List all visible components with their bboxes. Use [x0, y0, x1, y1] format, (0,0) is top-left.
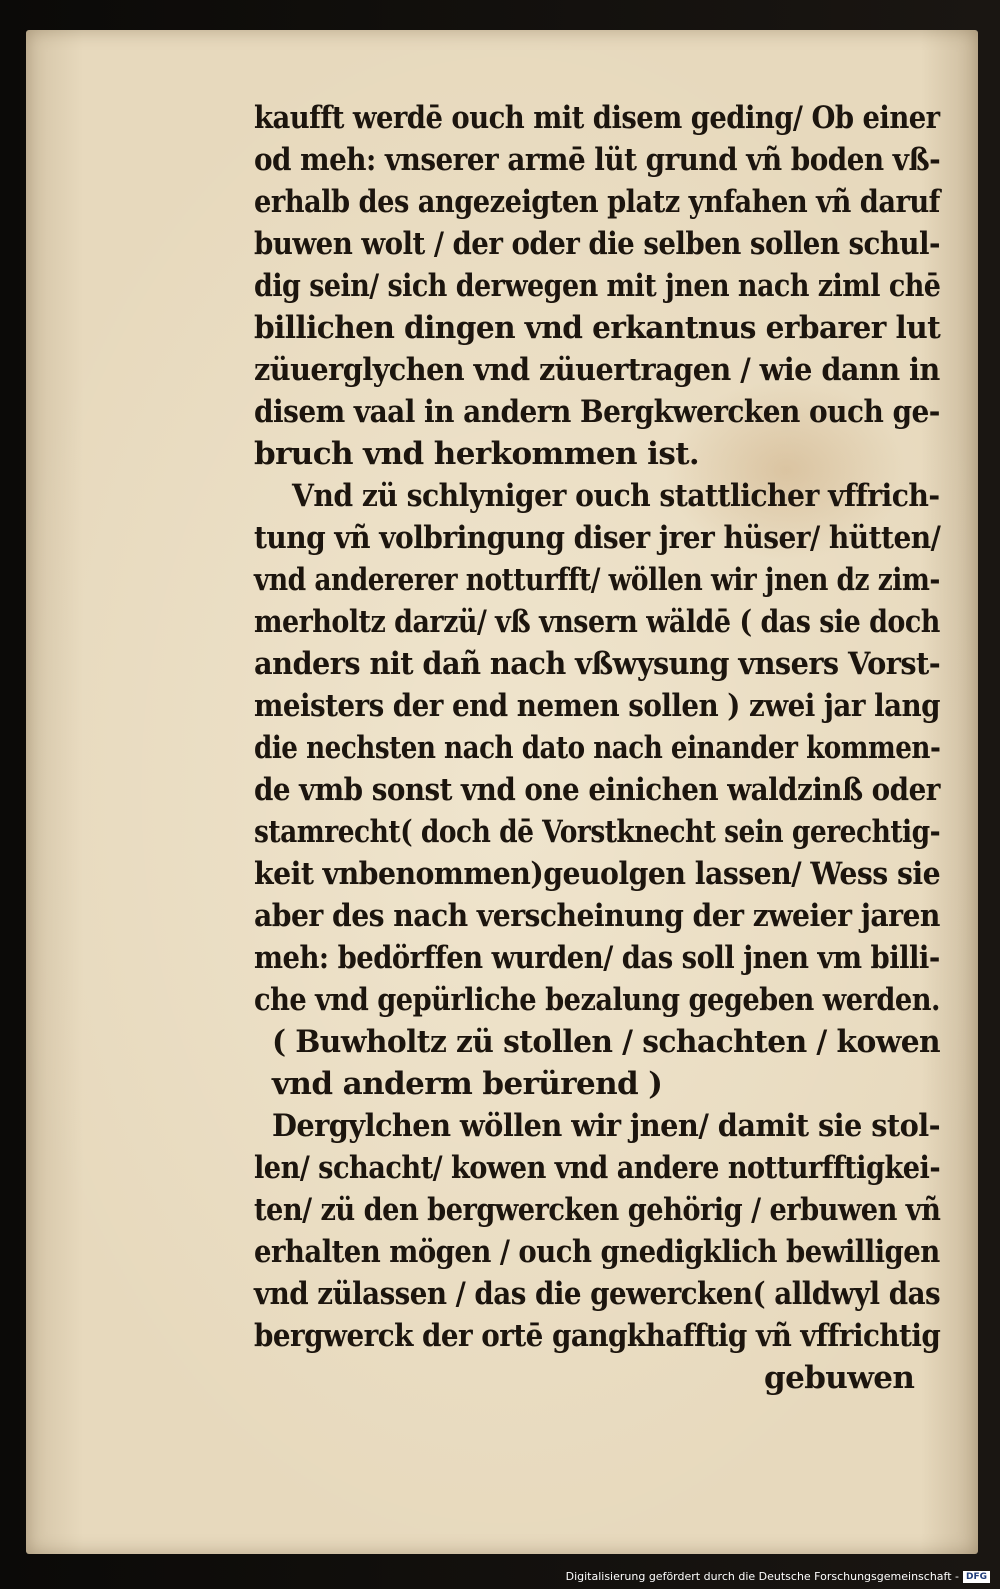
section-heading-line: ( Buwholtz zü stollen / schachten / kowen: [272, 1024, 941, 1060]
text-line: buwen wolt / der oder die selben sollen schul-: [254, 226, 940, 262]
book-page: [26, 30, 978, 1554]
catchword: gebuwen: [764, 1360, 915, 1396]
text-line: che vnd gepürliche bezalung gegeben werden.: [254, 982, 941, 1018]
footer-credit: [566, 1570, 990, 1583]
text-line: vnd zülassen / das die gewercken( alldwyl das: [254, 1276, 941, 1312]
text-line: meh: bedörffen wurden/ das soll jnen vm billi-: [254, 940, 940, 976]
text-line: bruch vnd herkommen ist.: [254, 436, 700, 472]
text-line: od meh: vnserer armē lüt grund vñ boden vß-: [254, 142, 941, 178]
text-line: dig sein/ sich derwegen mit jnen nach ziml chē: [254, 268, 941, 304]
dfg-logo: DFG: [963, 1571, 990, 1583]
text-line: len/ schacht/ kowen vnd andere notturfftigkei-: [254, 1150, 941, 1186]
text-line: billichen dingen vnd erkantnus erbarer lut: [254, 310, 941, 346]
paragraph-start-line: Vnd zü schlyniger ouch stattlicher vffrich-: [292, 478, 940, 514]
text-line: disem vaal in andern Bergkwercken ouch ge-: [254, 394, 940, 430]
text-line: de vmb sonst vnd one einichen waldzinß oder: [254, 772, 940, 808]
text-line: kaufft werdē ouch mit disem geding/ Ob einer: [254, 100, 940, 136]
text-line: erhalb des angezeigten platz ynfahen vñ daruf: [254, 184, 940, 220]
section-heading-line: vnd anderm berürend ): [272, 1066, 663, 1102]
text-line: erhalten mögen / ouch gnedigklich bewilligen: [254, 1234, 940, 1270]
text-line: keit vnbenommen)geuolgen lassen/ Wess sie: [254, 856, 941, 892]
text-line: merholtz darzü/ vß vnsern wäldē ( das sie doch: [254, 604, 940, 640]
text-line: die nechsten nach dato nach einander kommen-: [254, 730, 941, 766]
text-line: ten/ zü den bergwercken gehörig / erbuwen vñ: [254, 1192, 941, 1228]
text-line: anders nit dañ nach vßwysung vnsers Vorst-: [254, 646, 941, 682]
text-line: tung vñ volbringung diser jrer hüser/ hütten/: [254, 520, 941, 556]
paragraph-start-line: Dergylchen wöllen wir jnen/ damit sie stol-: [272, 1108, 941, 1144]
text-line: stamrecht( doch dē Vorstknecht sein gerechtig-: [254, 814, 941, 850]
text-line: bergwerck der ortē gangkhafftig vñ vffrichtig: [254, 1318, 941, 1354]
footer-credit-text: Digitalisierung gefördert durch die Deutsche Forschungsgemeinschaft -: [565, 1570, 959, 1583]
text-line: meisters der end nemen sollen ) zwei jar lang: [254, 688, 941, 724]
text-line: aber des nach verscheinung der zweier jaren: [254, 898, 940, 934]
text-line: vnd andererer notturfft/ wöllen wir jnen dz zim-: [254, 562, 940, 598]
text-line: züuerglychen vnd züuertragen / wie dann in: [254, 352, 940, 388]
